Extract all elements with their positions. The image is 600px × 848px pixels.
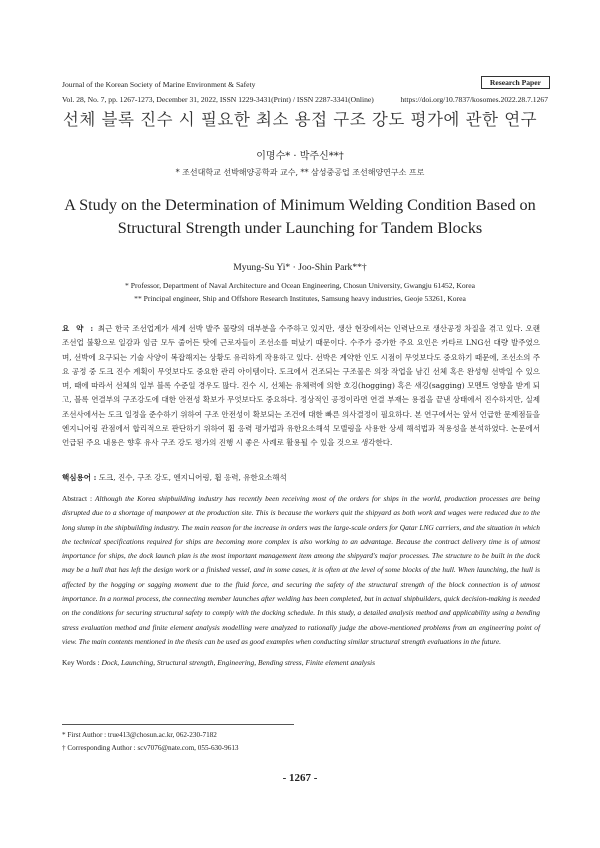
english-title [0, 194, 600, 240]
affiliation-line-2: ** Principal engineer, Ship and Offshore Research Institutes, Samsung heavy industries, Geoje 53261, Korea [134, 294, 466, 303]
english-abstract-text: Although the Korea shipbuilding industry has recently been receiving most of the orders for ships in the world, production processes are being disrupted due to a shortage of manpower at the production site. This is because the workers quit the shipyard as both work and wages were reduced due to the long slump in the shipbuilding industry. The main reason for the increase in orders was the large-scale orders for Qatar LNG carriers, and the situation in which the technical specifications required for ships are becoming more complex is also working to an advantage. Because the contract delivery time is of utmost importance for ships, the dock launch plan is the most important management item among the shipyard's major processes. The structure to be built in the dock may be a hull that has left the design work or a finished vessel, and in some cases, it is often at the level of some blocks of the hull. When launching, the hull is affected by the hogging or sagging moment due to the fluid force, and securing the safety of the structural strength of the block connection is of utmost importance. In a normal process, the connecting member launches after welding has been completed, but in actual shipbuilders, quick decision-making is needed on the conditions for securing structural safety to comply with the docking schedule. In this study, a detailed analysis method and applicability using a bending stress evaluation method and finite element analysis modelling were analyzed to rationally judge the above-mentioned problems from an engineering point of view. The main contents mentioned in the thesis can be used as good examples when conducting similar structural strength evaluations in the future. [62, 494, 540, 646]
citation-line [62, 95, 548, 104]
korean-keywords-label: 핵심용어 : [62, 473, 97, 482]
english-authors: Myung-Su Yi* · Joo-Shin Park**† [233, 262, 367, 273]
doi-link[interactable]: https://doi.org/10.7837/kosomes.2022.28.7.1267 [400, 95, 548, 104]
english-keywords [62, 658, 375, 667]
english-affiliation [0, 279, 600, 305]
english-keywords-text: Dock, Launching, Structural strength, Engineering, Bending stress, Finite element analysis [101, 658, 376, 667]
korean-keywords [62, 472, 287, 483]
page-number: - 1267 - [282, 772, 318, 784]
affiliation-line-1: * Professor, Department of Naval Architecture and Ocean Engineering, Chosun University, Gwangju 61452, Korea [125, 281, 475, 290]
korean-abstract-text: 최근 한국 조선업계가 세계 선박 발주 물량의 대부분을 수주하고 있지만, 생산 현장에서는 인력난으로 생산공정 차질을 겪고 있다. 오랜 조선업 불황으로 일감과 임금 모두 줄어든 탓에 근로자들이 조선소를 떠났기 때문이다. 수주가 증가한 주요 요인은 카타르 LNG선 대량 발주였으며, 선박에 요구되는 기술 사양이 복잡해지는 상황도 유리하게 작용하고 있다. 선박은 계약한 인도 시점이 무엇보다도 중요하기 때문에, 조선소의 주요 공정 중 도크 진수 계획이 무엇보다도 중요한 관리 아이템이다. 도크에서 건조되는 구조물은 의장 작업을 남긴 선체 혹은 완성형 선박일 수 있으며, 때에 따라서 선체의 일부 블록 수준일 경우도 많다. 진수 시, 선체는 유체력에 의한 호깅(hogging) 혹은 새깅(sagging) 모멘트 영향을 받게 되고, 블록 연결부의 구조강도에 대한 안전성 확보가 무엇보다도 중요하다. 정상적인 공정이라면 연결 부재는 용접을 끝낸 상태에서 진수하지만, 실제 조선사에서는 도크 일정을 준수하기 위하여 구조 안전성이 확보되는 조건에 대한 빠른 의사결정이 필요하다. 본 연구에서는 앞서 언급한 문제점들을 엔지니어링 관점에서 합리적으로 판단하기 위하여 휨 응력 평가법과 유한요소해석 모델링을 사용한 상세 해석법과 적용성을 분석하였다. 논문에서 언급된 주요 내용은 향후 유사 구조 강도 평가의 진행 시 좋은 사례로 활용될 수 있을 것으로 생각한다. [62, 324, 540, 448]
english-title-line-1: A Study on the Determination of Minimum Welding Condition Based on [64, 196, 536, 214]
english-keywords-label: Key Words : [62, 658, 100, 667]
corresponding-author-footnote: † Corresponding Author : scv7076@nate.com, 055-630-9613 [62, 744, 239, 752]
korean-affiliation: * 조선대학교 선박해양공학과 교수, ** 삼성중공업 조선해양연구소 프로 [175, 168, 425, 177]
research-paper-badge: Research Paper [481, 76, 550, 89]
english-abstract-label: Abstract : [62, 494, 93, 503]
korean-abstract [62, 322, 540, 451]
footnote-divider [62, 724, 294, 725]
korean-authors: 이명수* · 박주신**† [256, 151, 344, 162]
korean-abstract-label: 요 약 : [62, 324, 96, 333]
journal-name: Journal of the Korean Society of Marine Environment & Safety [62, 80, 256, 89]
korean-title: 선체 블록 진수 시 필요한 최소 용접 구조 강도 평가에 관한 연구 [62, 110, 538, 129]
english-title-line-2: Structural Strength under Launching for Tandem Blocks [117, 219, 483, 237]
english-abstract [62, 492, 540, 649]
first-author-footnote: * First Author : true413@chosun.ac.kr, 062-230-7182 [62, 731, 217, 739]
citation-text: Vol. 28, No. 7, pp. 1267-1273, December 31, 2022, ISSN 1229-3431(Print) / ISSN 2287-3341(Online) [62, 95, 374, 104]
korean-keywords-text: 도크, 진수, 구조 강도, 엔지니어링, 휨 응력, 유한요소해석 [98, 473, 287, 482]
